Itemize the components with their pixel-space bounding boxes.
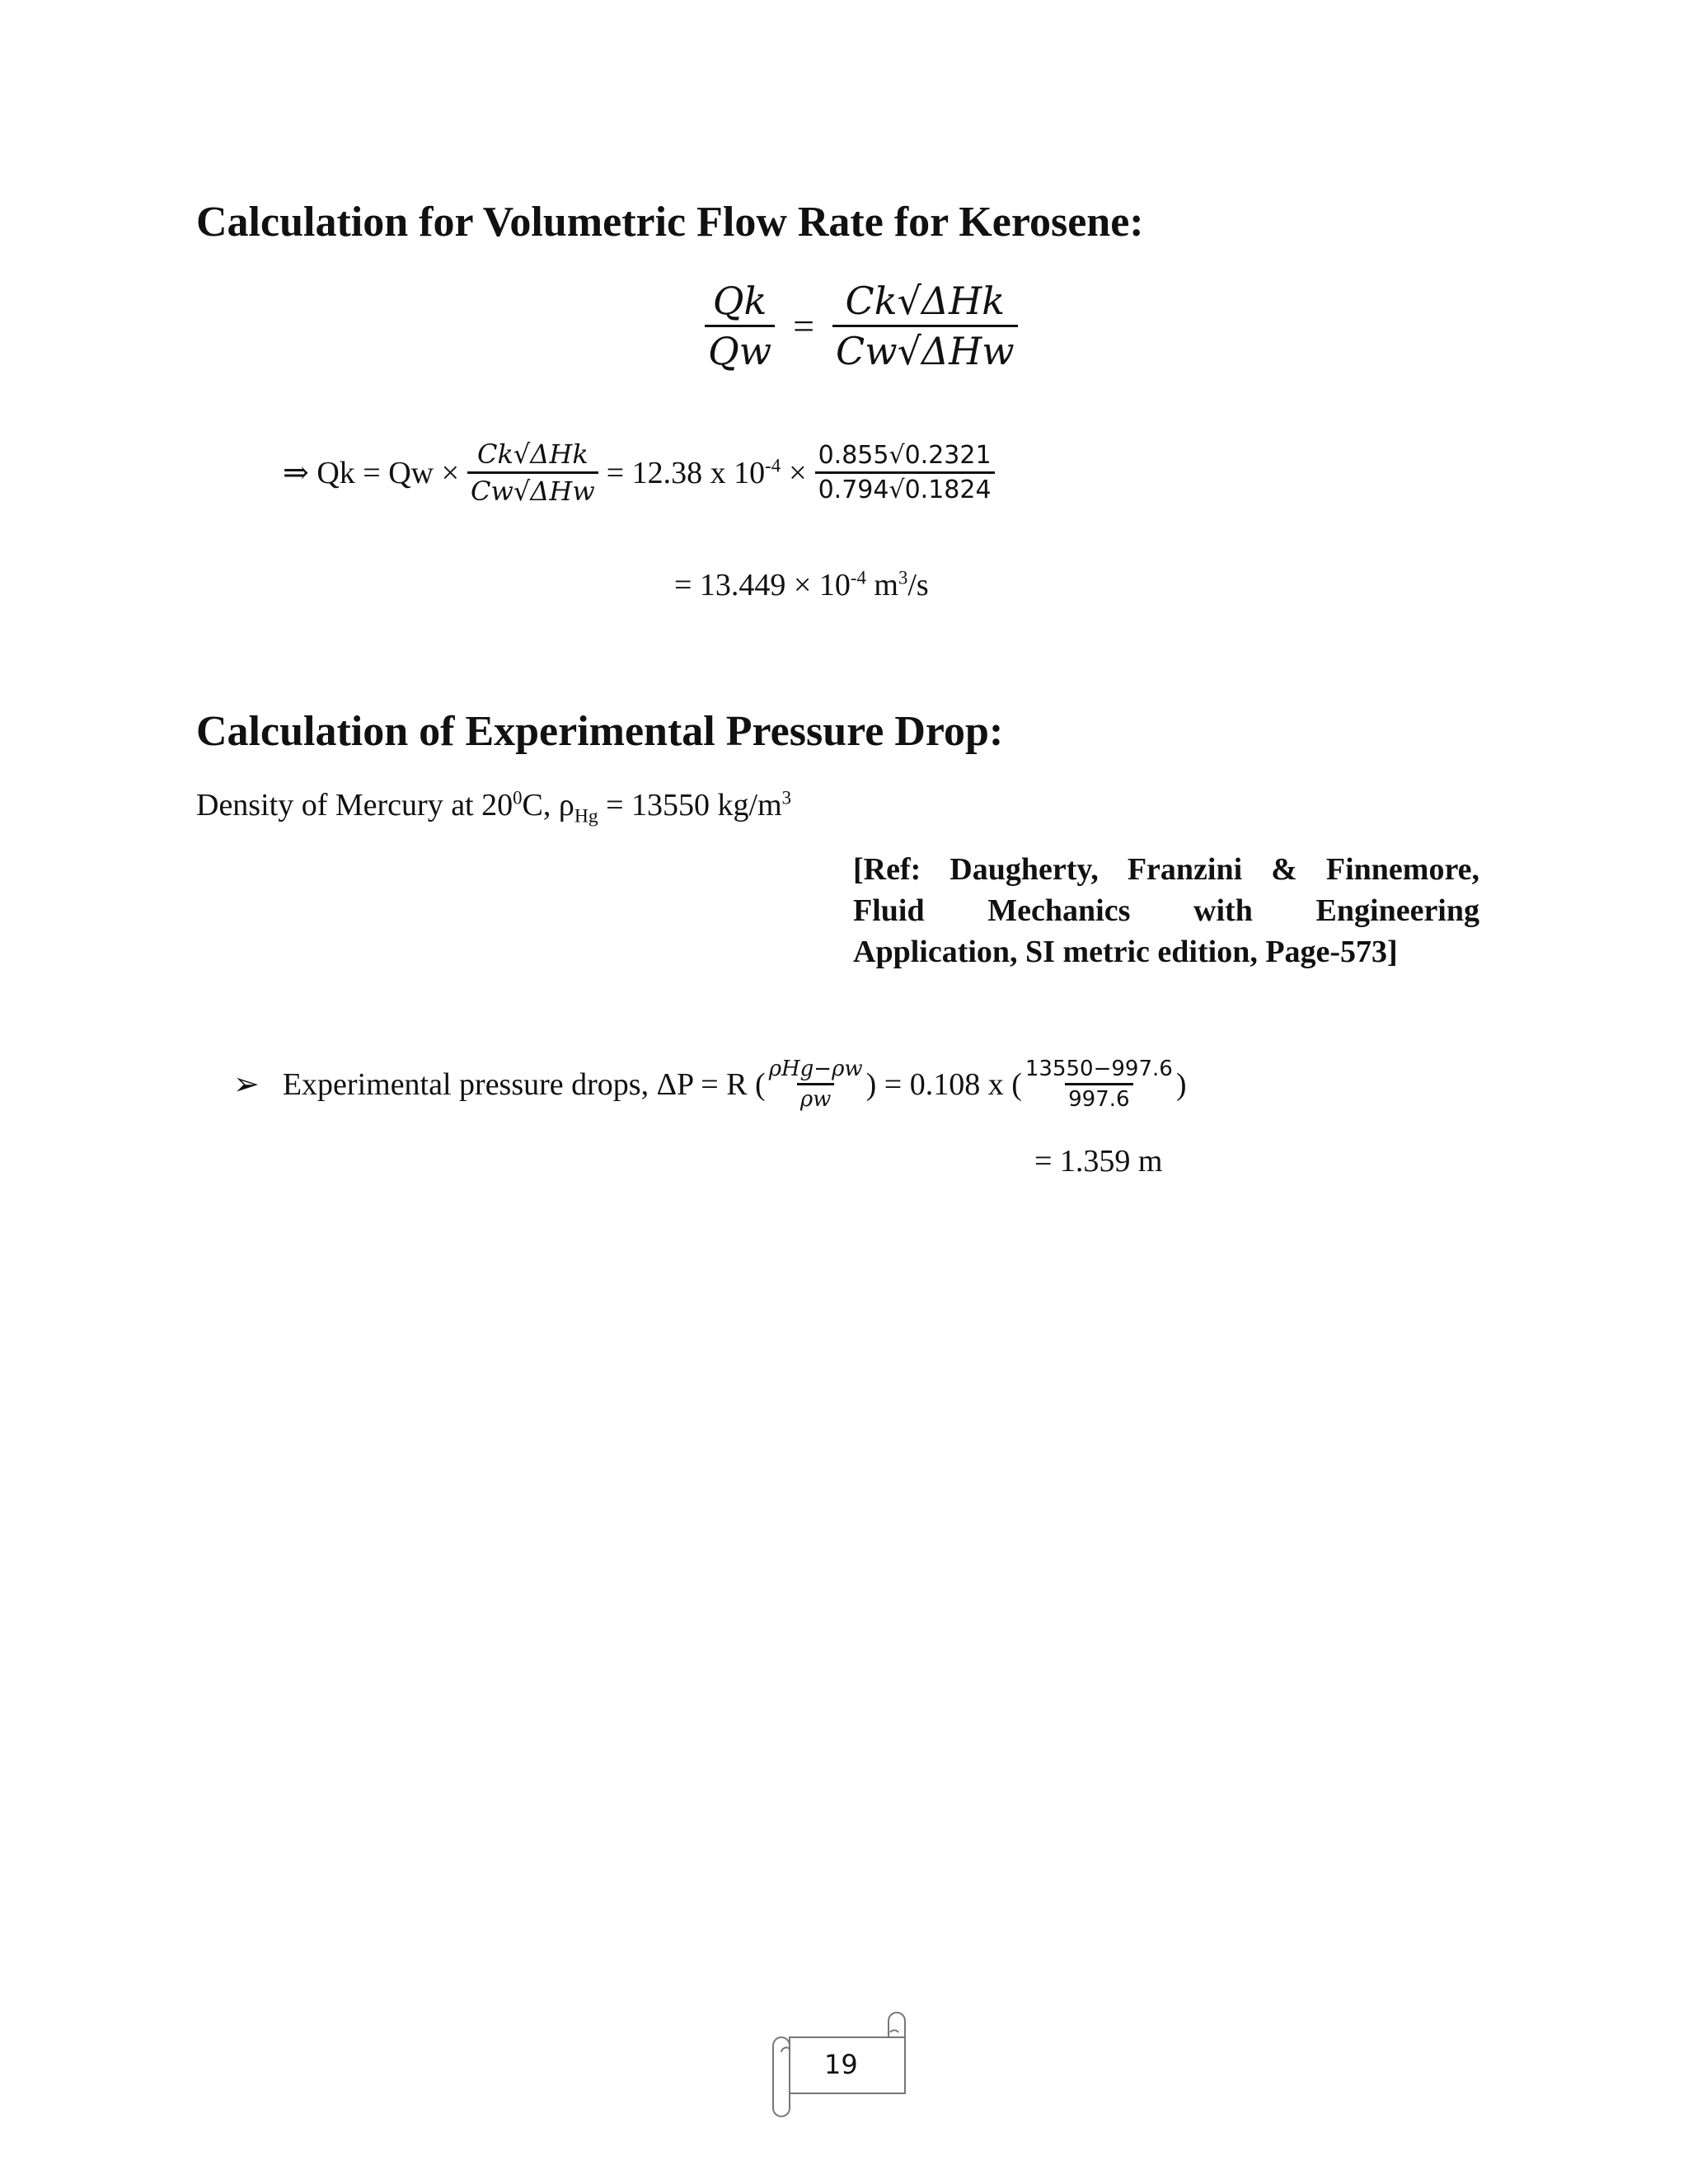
rhs-denominator: Cw√ΔHw: [832, 325, 1018, 373]
times-sign: ×: [789, 455, 807, 490]
symbolic-fraction: [467, 438, 598, 507]
solve-mid-text: = 12.38 x $10^{-4}$: [606, 454, 781, 490]
reference-line-3: Application, SI metric edition, Page-573]: [853, 935, 1398, 969]
numeric-density-numerator: 13550−997.6: [1025, 1057, 1173, 1081]
lhs-numerator: Qk: [712, 279, 767, 323]
pressure-close: ): [1175, 1066, 1187, 1102]
mercury-density-line: Density of Mercury at $20^0C$, $\rho_{Hg} = 13550$ $kg/m^3$: [196, 787, 792, 827]
reference-line-1: [Ref: Daugherty, Franzini & Finnemore,: [853, 852, 1479, 887]
section-heading-pressure-drop: Calculation of Experimental Pressure Drop:: [196, 708, 1004, 755]
solve-line: [283, 438, 995, 507]
bullet-arrow-icon: ➢: [233, 1067, 260, 1102]
lhs-denominator: Qw: [705, 325, 775, 373]
pressure-drop-result: = 1.359 m: [1034, 1144, 1163, 1179]
numeric-numerator: 0.855√0.2321: [818, 441, 992, 470]
flow-rate-result: = $13.449 \times 10^{-4}$ $m^3/s$: [674, 567, 929, 602]
density-ratio-fraction: [766, 1057, 866, 1112]
numeric-density-denominator: 997.6: [1065, 1083, 1132, 1112]
pressure-label: Experimental pressure drops, ΔP = R (: [282, 1066, 766, 1102]
solve-prefix: ⇒ Qk = Qw ×: [283, 456, 460, 490]
reference-citation: [853, 849, 1479, 972]
lhs-fraction: [705, 279, 775, 373]
density-ratio-denominator: ρw: [797, 1083, 835, 1112]
rhs-fraction: [832, 279, 1018, 373]
numeric-density-fraction: [1022, 1057, 1176, 1112]
ratio-equation: [705, 279, 1018, 373]
pressure-drop-equation: [233, 1057, 1186, 1112]
rhs-numerator: Ck√ΔHk: [845, 279, 1006, 323]
symbolic-denominator: Cw√ΔHw: [467, 471, 598, 507]
reference-line-2: Fluid Mechanics with Engineering: [853, 893, 1479, 928]
exponent: -4: [765, 454, 781, 476]
pressure-mid: ) = 0.108 x (: [865, 1066, 1022, 1102]
page-number-scroll: [767, 2011, 915, 2118]
equals-sign: =: [793, 305, 815, 347]
density-ratio-numerator: ρHg−ρw: [768, 1057, 863, 1081]
symbolic-numerator: Ck√ΔHk: [477, 438, 588, 470]
page-number: 19: [824, 2049, 858, 2080]
numeric-fraction: [815, 441, 995, 504]
section-heading-kerosene-flow: Calculation for Volumetric Flow Rate for Kerosene:: [196, 199, 1144, 246]
numeric-denominator: 0.794√0.1824: [815, 471, 995, 504]
